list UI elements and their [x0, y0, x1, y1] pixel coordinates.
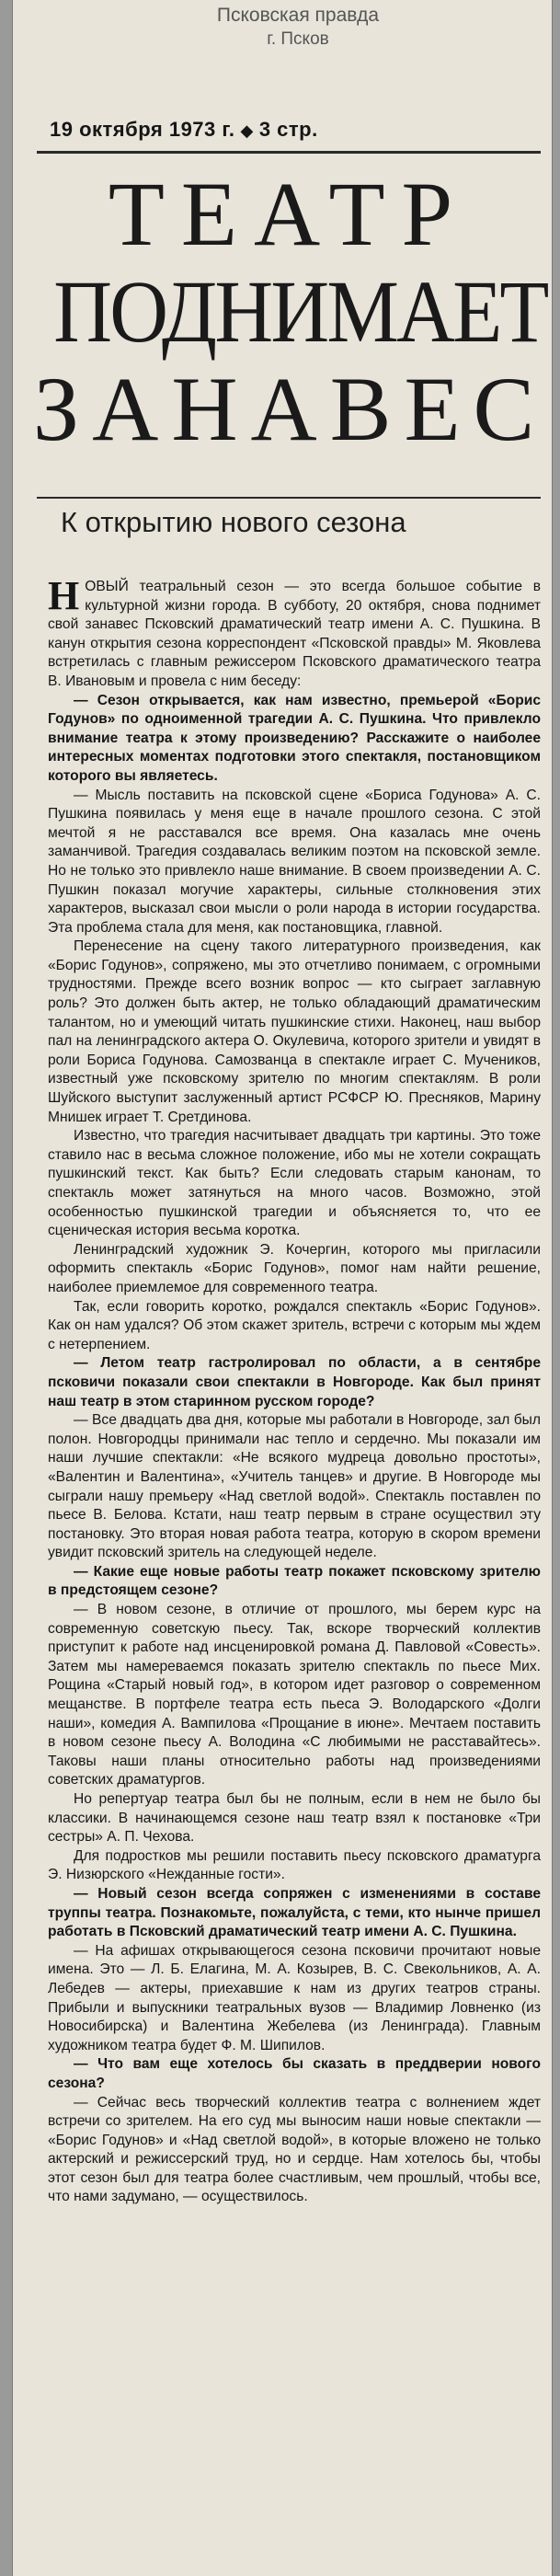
article-paragraph — [48, 787, 541, 938]
article-paragraph — [48, 1411, 541, 1563]
article-body — [48, 573, 541, 2207]
paragraph-text: — Какие еще новые работы театр покажет псковскому зрителю в предстоящем сезоне? — [48, 1563, 541, 1599]
article-paragraph — [48, 1298, 541, 1355]
article-paragraph — [48, 1241, 541, 1298]
paragraph-text: Но репертуар театра был бы не полным, если в нем не было бы классики. В начинающемся сезоне наш театр взял к постановке «Три сестры» А. П. Чехова. — [48, 1791, 541, 1846]
paragraph-text: — На афишах открывающегося сезона псковичи прочитают новые имена. Это — Л. Б. Елагина, М. А. Козырев, В. С. Свекольников, А. А. Лебедев — актеры, приехавшие к нам из других театров страны. Прибыли и выпускники театральных вузов — Владимир Ловненко (из Новосибирска) и Валентина Жебелева (из Ленинграда). Главным художником театра будет Ф. М. Шипилов. — [48, 1942, 541, 2053]
article-paragraph — [48, 1790, 541, 1847]
paragraph-text: ОВЫЙ театральный сезон — это всегда большое событие в культурной жизни города. В субботу, 20 октября, снова поднимет свой занавес Псковский драматический театр имени А. С. Пушкина. В канун открытия сезона корреспондент «Псковской правды» М. Яковлева встретилась с главным режиссером Псковского драматического театра В. Ивановым и провела с ним беседу: — [48, 579, 541, 689]
paragraph-text: — В новом сезоне, в отличие от прошлого, мы берем курс на современную советскую пьесу. Так, вскоре творческий коллектив приступит к работе над инсценировкой романа Д. Павловой «Совесть». Затем мы намереваемся показать зрителю спектакль по пьесе Мих. Рощина «Старый новый год», в котором идет разговор о современном мещанстве. В портфеле театра есть пьеса Э. Володарского «Долги наши», комедия А. Вампилова «Прощание в июне». Мечтаем поставить в новом сезоне пьесу А. Володина «С любимыми не расставайтесь». Таковы наши планы относительно работы над произведениями советских драматургов. — [48, 1602, 541, 1788]
issue-date: 19 октября 1973 г. — [50, 118, 235, 141]
newspaper-clipping — [13, 0, 552, 2576]
paragraph-text: — Новый сезон всегда сопряжен с изменениями в составе труппы театра. Познакомьте, пожалуйста, с теми, кто нынче пришел работать в Псковский драматический театр имени А. С. Пушкина. — [48, 1885, 541, 1940]
interview-question — [48, 692, 541, 787]
dateline — [50, 118, 528, 142]
paragraph-text: — Сейчас весь творческий коллектив театра с волнением ждет встречи со зрителем. На его суд мы выносим наши новые спектакли — «Борис Годунов» и «Над светлой водой», в которые вложено не только актерский и режиссерский труд, но и сердце. Нам хотелось бы, чтобы этот сезон был для театра более счастливым, чем прошлый, чтобы все, что нами задумано, — осуществилось. — [48, 2094, 541, 2205]
newspaper-stamp — [169, 4, 427, 52]
article-paragraph — [48, 1127, 541, 1241]
article-paragraph — [48, 1847, 541, 1885]
article-paragraph — [48, 1942, 541, 2056]
drop-cap: Н — [48, 573, 80, 618]
article-paragraph — [48, 1601, 541, 1790]
headline-line-2: ПОДНИМАЕТ — [53, 262, 547, 361]
paragraph-text: — Сезон открывается, как нам известно, премьерой «Борис Годунов» по одноименной трагедии А. С. Пушкина. Что привлекло внимание театра к этому произведению? Расскажите о наиболее интересных моментах подготовки этого спектакля, постановщиком которого вы являетесь. — [48, 692, 541, 784]
top-rule — [37, 151, 541, 154]
paragraph-text: — Мысль поставить на псковской сцене «Бориса Годунова» А. С. Пушкина появилась у меня еще в начале прошлого сезона. С этой мечтой я не расставался все время. Она казалась мне очень заманчивой. Трагедия создавалась великим поэтом на псковской земле. Но не только это привлекло наше внимание. В своем произведении А. С. Пушкин показал могучие характеры, сильные столкновения этих характеров, высказал свои мысли о роли народа в истории государства. Эта проблема стала для меня, как постановщика, главной. — [48, 787, 541, 936]
article-paragraph — [48, 937, 541, 1127]
paragraph-text: Перенесение на сцену такого литературного произведения, как «Борис Годунов», сопряжено, мы это отчетливо понимаем, с огромными трудностями. Прежде всего возник вопрос — кто сыграет заглавную роль? Это должен быть актер, не только обладающий драматическим талантом, но и умеющий читать пушкинские стихи. Наконец, наш выбор пал на ленинградского актера О. Окулевича, которого зрители и увидят в роли Бориса Годунова. Самозванца в спектакле играет С. Мучеников, известный уже псковскому зрителю по многим спектаклям. В роли Шуйского выступит заслуженный артист РСФСР Ю. Пресняков, Марину Мнишек играет Т. Сретдинова. — [48, 938, 541, 1125]
newspaper-city: г. Псков — [267, 29, 329, 49]
article-lead — [48, 573, 541, 692]
paragraph-text: Известно, что трагедия насчитывает двадцать три картины. Это тоже ставило нас в весьма сложное положение, ибо мы не хотели сокращать пушкинский текст. Как быть? Если следовать старым канонам, то спектакль может затянуться на много часов. Возможно, этой особенностью пушкинской трагедии и объясняется то, что ее сценическая история весьма коротка. — [48, 1128, 541, 1239]
interview-question — [48, 1354, 541, 1411]
paragraph-text: — Летом театр гастролировал по области, а в сентябре псковичи показали свои спектакли в Новгороде. Как был принят наш театр в этом старинном русском городе? — [48, 1355, 541, 1409]
paragraph-text: — Что вам еще хотелось бы сказать в преддверии нового сезона? — [48, 2056, 541, 2091]
paragraph-text: Так, если говорить коротко, рождался спектакль «Борис Годунов». Как он нам удался? Об этом скажет зритель, встречи с которым мы ждем с нетерпением. — [48, 1298, 541, 1352]
article-paragraph — [48, 2094, 541, 2208]
interview-question — [48, 1563, 541, 1601]
subheadline: К открытию нового сезона — [61, 506, 406, 538]
newspaper-name: Псковская правда — [216, 5, 380, 26]
headline-line-3: ЗАНАВЕС — [33, 358, 548, 460]
diamond-icon: ◆ — [240, 121, 254, 140]
paragraph-text: Для подростков мы решили поставить пьесу псковского драматурга Э. Низюрского «Нежданные гости». — [48, 1847, 541, 1883]
page-number: 3 стр. — [258, 118, 318, 141]
paragraph-text: — Все двадцать два дня, которые мы работали в Новгороде, зал был полон. Новгородцы принимали нас тепло и сердечно. Мы показали им наши лучшие спектакли: «Не всякого мудреца довольно простоты», «Валентин и Валентина», «Учитель танцев» и другие. В Новгороде мы сыграли нашу премьеру «Над светлой водой». Спектакль поставлен по пьесе В. Белова. Кстати, наш театр первым в стране осуществил эту постановку. Это вторая новая работа театра, которую в скором времени увидит псковский зритель на следующей неделе. — [48, 1412, 541, 1561]
interview-question — [48, 2055, 541, 2093]
headline-rule — [37, 497, 541, 499]
paragraph-text: Ленинградский художник Э. Кочергин, которого мы пригласили оформить спектакль «Борис Годунов», помог нам найти решение, наиболее приемлемое для современного театра. — [48, 1241, 541, 1295]
interview-question — [48, 1885, 541, 1942]
headline — [33, 163, 548, 460]
headline-line-1: ТЕАТР — [108, 163, 470, 265]
